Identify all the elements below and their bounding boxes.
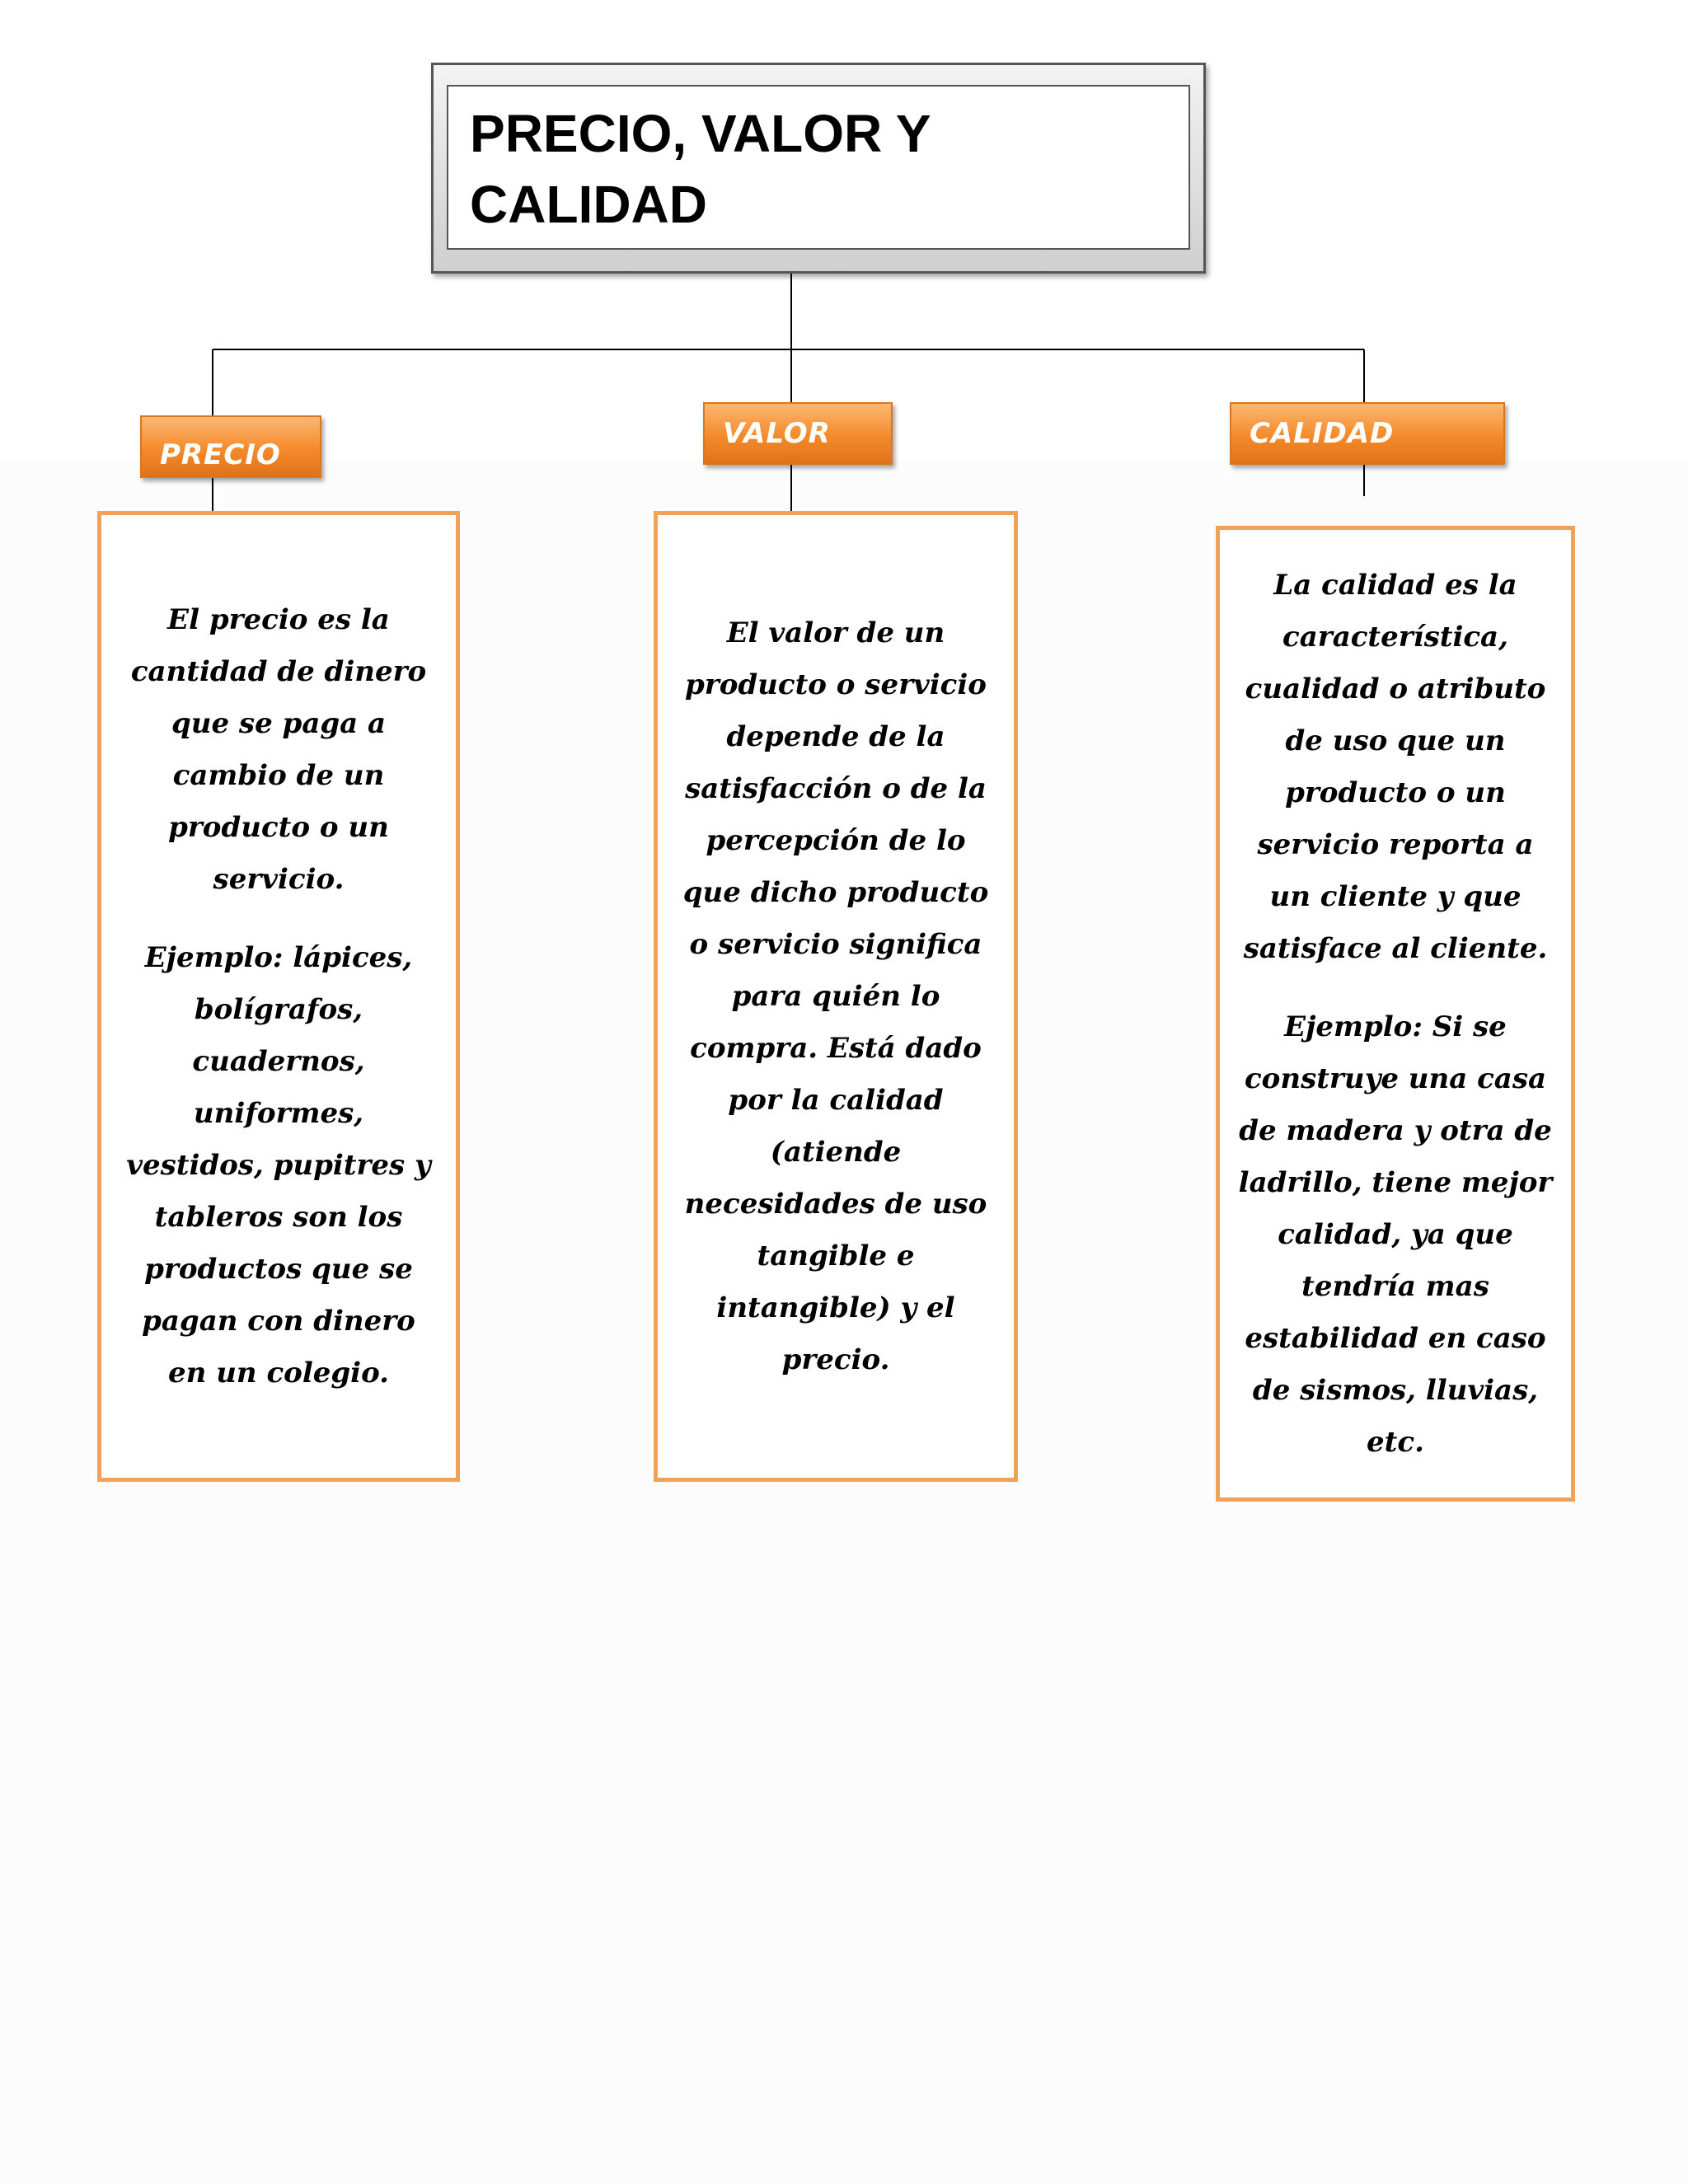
valor-definition: El valor de un producto o servicio depende de la satisfacción o de la percepción de lo que dicho producto o servicio significa para quién lo compra. Está dado por la calidad (atiende necesidades de uso tangible e intangible) y el precio. [682,616,989,1376]
title-inner [447,85,1190,250]
valor-box [654,511,1018,1482]
label-calidad [1230,402,1505,465]
precio-box [97,511,460,1482]
label-valor [703,402,893,465]
calidad-example: Ejemplo: Si se construye una casa de madera y otra de ladrillo, tiene mejor calidad, ya que tendría mas estabilidad en caso de sismos, lluvias, etc. [1238,1010,1553,1459]
diagram-title: PRECIO, VALOR Y CALIDAD [470,104,931,234]
precio-example: Ejemplo: lápices, bolígrafos, cuadernos, uniformes, vestidos, pupitres y tableros son los productos que se pagan con dinero en un colegio. [126,940,431,1390]
title-box [431,63,1206,274]
precio-definition: El precio es la cantidad de dinero que se paga a cambio de un producto o un servicio. [130,602,427,896]
calidad-definition: La calidad es la característica, cualidad o atributo de uso que un producto o un servicio reporta a un cliente y que satisface al cliente. [1243,568,1548,965]
label-precio-text: PRECIO [160,438,281,471]
calidad-box [1216,526,1575,1502]
label-calidad-text: CALIDAD [1250,417,1395,450]
label-valor-text: VALOR [723,417,831,450]
label-precio [140,415,321,478]
